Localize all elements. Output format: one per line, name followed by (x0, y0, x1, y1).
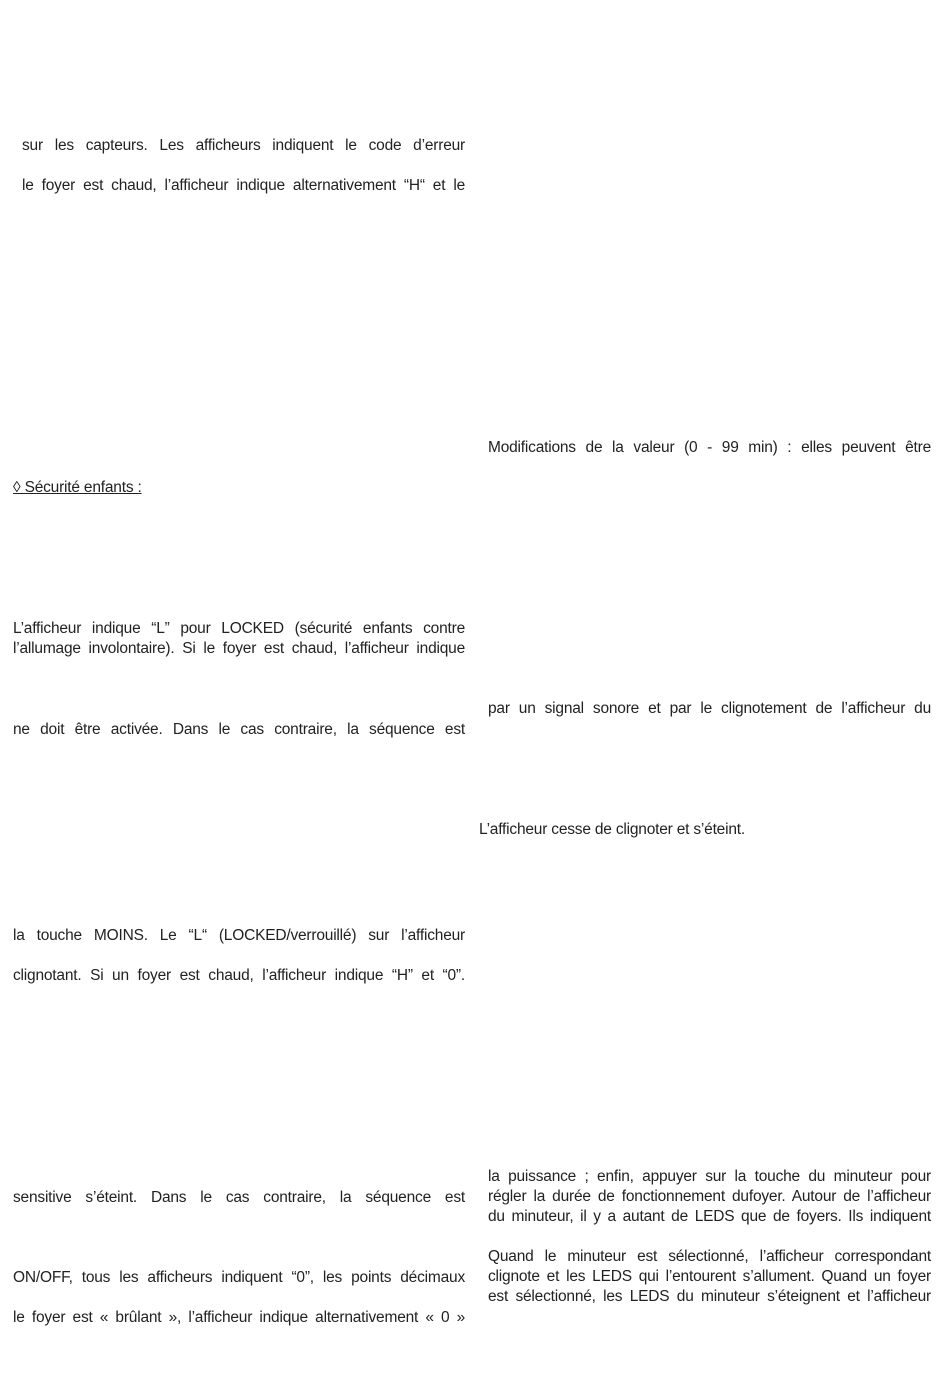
section-heading-child-safety: ◊ Sécurité enfants : (13, 479, 142, 496)
text-line: clignote et les LEDS qui l’entourent s’allument. Quand un foyer (488, 1268, 931, 1285)
text-line: ne doit être activée. Dans le cas contraire, la séquence est (13, 721, 465, 738)
text-line: la touche MOINS. Le “L“ (LOCKED/verrouillé) sur l’afficheur (13, 927, 465, 944)
text-line: est sélectionné, les LEDS du minuteur s’éteignent et l’afficheur (488, 1288, 931, 1305)
text-line: l’allumage involontaire). Si le foyer est chaud, l’afficheur indique (13, 640, 465, 657)
text-line: du minuteur, il y a autant de LEDS que de foyers. Ils indiquent (488, 1208, 931, 1225)
text-line: L’afficheur indique “L” pour LOCKED (sécurité enfants contre (13, 620, 465, 637)
text-line: sensitive s’éteint. Dans le cas contraire, la séquence est (13, 1189, 465, 1206)
text-line: la puissance ; enfin, appuyer sur la touche du minuteur pour (488, 1168, 931, 1185)
text-line: Modifications de la valeur (0 - 99 min) : elles peuvent être (488, 439, 931, 456)
text-line: sur les capteurs. Les afficheurs indiquent le code d’erreur (22, 137, 465, 154)
text-line: ON/OFF, tous les afficheurs indiquent “0”, les points décimaux (13, 1269, 465, 1286)
text-line: clignotant. Si un foyer est chaud, l’afficheur indique “H” et “0”. (13, 967, 465, 984)
text-line: Quand le minuteur est sélectionné, l’afficheur correspondant (488, 1248, 931, 1265)
text-line: par un signal sonore et par le clignotement de l’afficheur du (488, 700, 931, 717)
text-line: L’afficheur cesse de clignoter et s’éteint. (479, 821, 745, 838)
text-line: le foyer est « brûlant », l’afficheur indique alternativement « 0 » (13, 1309, 465, 1326)
text-line: le foyer est chaud, l’afficheur indique alternativement “H“ et le (22, 177, 465, 194)
text-line: régler la durée de fonctionnement dufoyer. Autour de l’afficheur (488, 1188, 931, 1205)
